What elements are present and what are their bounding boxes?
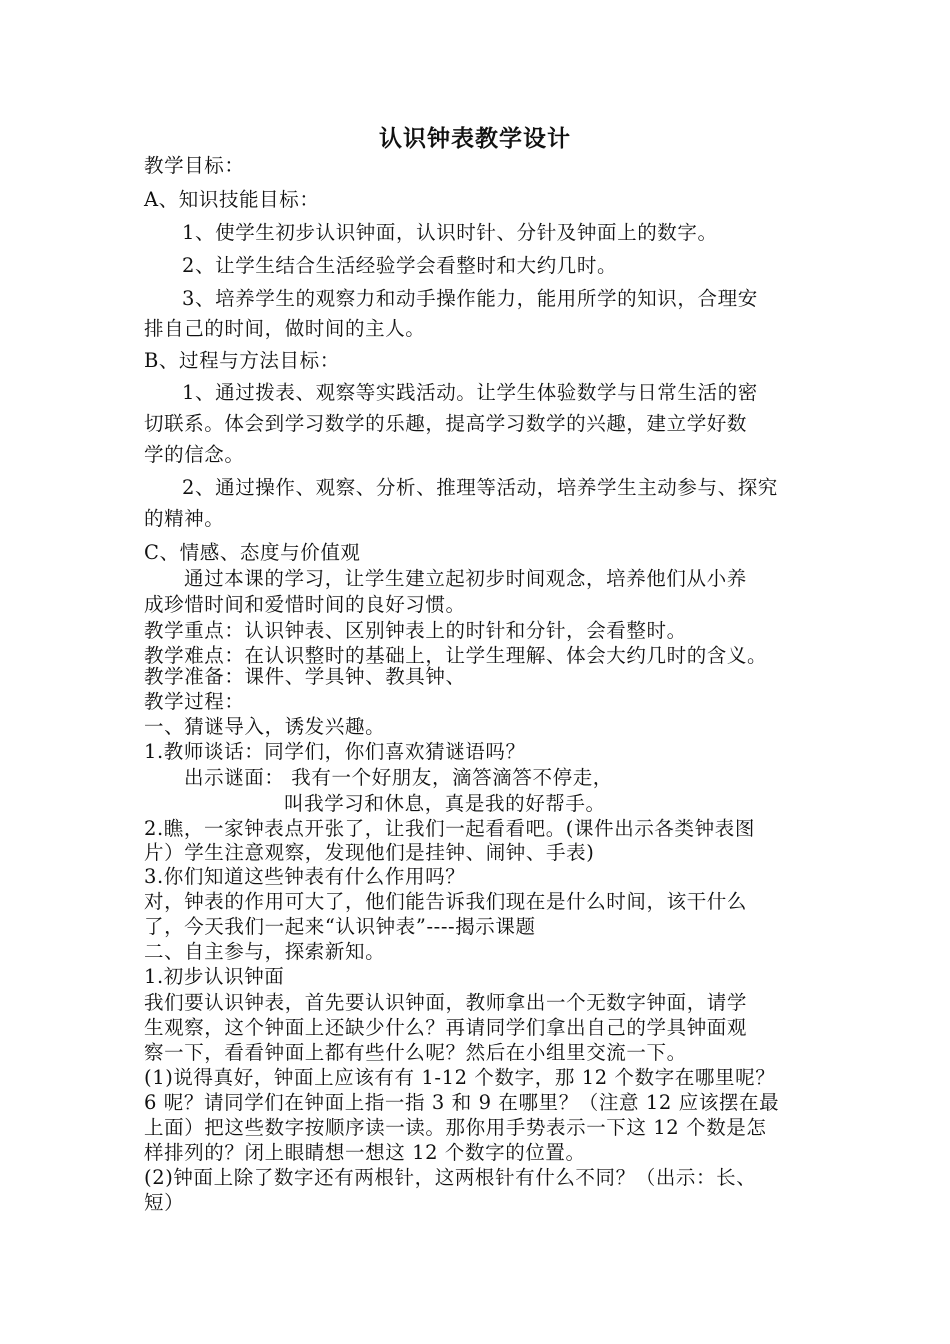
document-title: 认识钟表教学设计 xyxy=(379,126,571,152)
text-line: 1、通过拨表、观察等实践活动。让学生体验数学与日常生活的密 xyxy=(182,381,758,404)
text-line: 样排列的？闭上眼睛想一想这 12 个数字的位置。 xyxy=(144,1141,586,1164)
text-line: (1)说得真好，钟面上应该有有 1-12 个数字，那 12 个数字在哪里呢？ xyxy=(144,1066,776,1089)
text-line: B、过程与方法目标： xyxy=(144,349,340,372)
text-line: 3.你们知道这些钟表有什么作用吗？ xyxy=(144,865,466,888)
text-line: 教学准备：课件、学具钟、教具钟、 xyxy=(144,665,466,688)
text-line: 1.教师谈话：同学们，你们喜欢猜谜语吗？ xyxy=(144,740,526,763)
text-line: 教学重点：认识钟表、区别钟表上的时针和分针，会看整时。 xyxy=(144,619,687,642)
text-line: 2.瞧，一家钟表点开张了，让我们一起看看吧。(课件出示各类钟表图 xyxy=(144,817,755,840)
text-line: 1、使学生初步认识钟面，认识时针、分针及钟面上的数字。 xyxy=(182,221,718,244)
text-line: 教学难点：在认识整时的基础上，让学生理解、体会大约几时的含义。 xyxy=(144,644,768,667)
text-line: 1.初步认识钟面 xyxy=(144,965,285,988)
text-line: 二、自主参与，探索新知。 xyxy=(144,940,386,963)
text-line: 学的信念。 xyxy=(144,443,245,466)
text-line: 对，钟表的作用可大了，他们能告诉我们现在是什么时间，该干什么 xyxy=(144,890,748,913)
text-line: 教学过程： xyxy=(144,690,245,713)
text-line: 我们要认识钟表，首先要认识钟面，教师拿出一个无数字钟面，请学 xyxy=(144,991,748,1014)
text-line: 2、通过操作、观察、分析、推理等活动，培养学生主动参与、探究 xyxy=(182,476,778,499)
text-line: 2、让学生结合生活经验学会看整时和大约几时。 xyxy=(182,254,618,277)
text-line: 出示谜面： 我有一个好朋友，滴答滴答不停走， xyxy=(184,766,613,789)
text-line: 短） xyxy=(144,1191,185,1214)
text-line: 了，今天我们一起来“认识钟表”----揭示课题 xyxy=(144,915,536,938)
text-line: 片）学生注意观察，发现他们是挂钟、闹钟、手表) xyxy=(144,841,595,864)
text-line: 的精神。 xyxy=(144,507,225,530)
text-line: 成珍惜时间和爱惜时间的良好习惯。 xyxy=(144,593,466,616)
text-line: 叫我学习和休息，真是我的好帮手。 xyxy=(284,792,606,815)
text-line: 3、培养学生的观察力和动手操作能力，能用所学的知识，合理安 xyxy=(182,287,758,310)
text-line: 通过本课的学习，让学生建立起初步时间观念，培养他们从小养 xyxy=(184,567,747,590)
text-line: 切联系。体会到学习数学的乐趣，提高学习数学的兴趣，建立学好数 xyxy=(144,412,748,435)
text-line: 排自己的时间，做时间的主人。 xyxy=(144,317,426,340)
text-line: 6 呢？请同学们在钟面上指一指 3 和 9 在哪里？（注意 12 应该摆在最 xyxy=(144,1091,780,1114)
text-line: 察一下，看看钟面上都有些什么呢？然后在小组里交流一下。 xyxy=(144,1041,687,1064)
text-line: 教学目标： xyxy=(144,154,245,177)
text-line: 一、猜谜导入，诱发兴趣。 xyxy=(144,715,386,738)
text-line: (2)钟面上除了数字还有两根针，这两根针有什么不同？（出示：长、 xyxy=(144,1166,757,1189)
text-line: A、知识技能目标： xyxy=(144,188,320,211)
text-line: 生观察，这个钟面上还缺少什么？再请同学们拿出自己的学具钟面观 xyxy=(144,1016,748,1039)
text-line: C、情感、态度与价值观 xyxy=(144,541,361,564)
text-line: 上面）把这些数字按顺序读一读。那你用手势表示一下这 12 个数是怎 xyxy=(144,1116,767,1139)
